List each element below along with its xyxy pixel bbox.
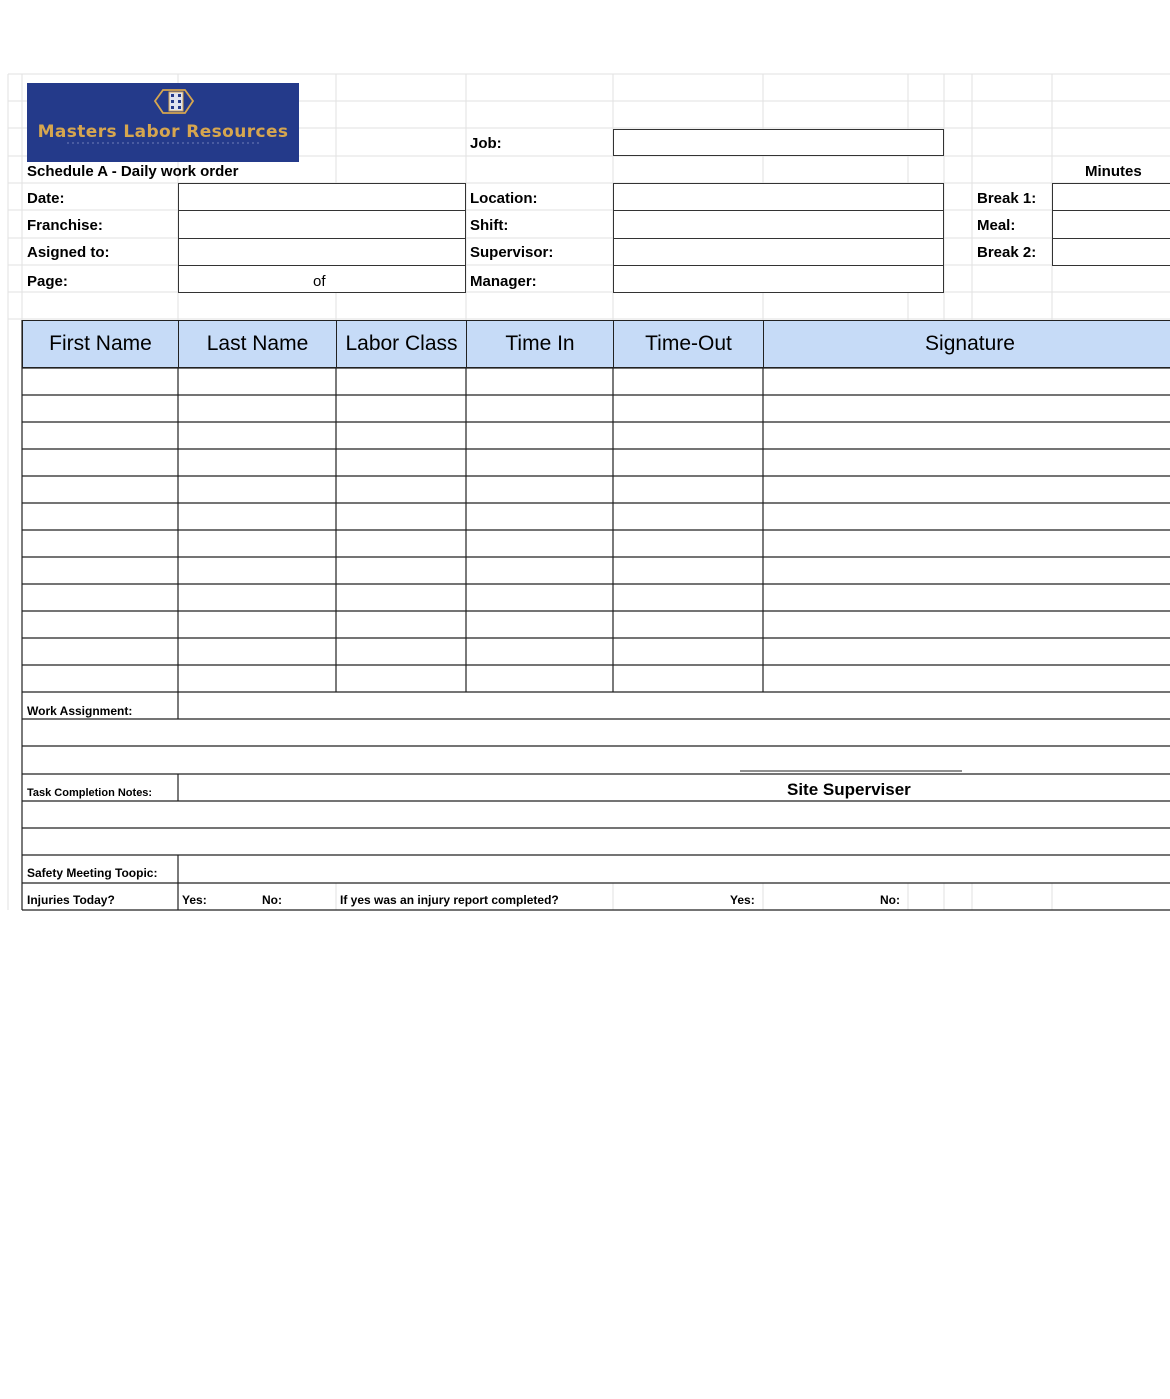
column-header-first-name: First Name xyxy=(22,320,179,368)
franchise-label: Franchise: xyxy=(27,217,103,234)
job-field[interactable] xyxy=(613,129,944,156)
minutes-label: Minutes xyxy=(1085,163,1142,180)
job-label: Job: xyxy=(470,135,502,152)
report-no-label: No: xyxy=(880,893,900,907)
logo-text: Masters Labor Resources xyxy=(37,122,289,142)
site-supervisor-label: Site Superviser xyxy=(787,780,911,799)
date-label: Date: xyxy=(27,190,65,207)
company-logo xyxy=(27,83,299,162)
column-header-signature: Signature xyxy=(763,320,1170,368)
work-assignment-label: Work Assignment: xyxy=(27,704,133,718)
column-header-time-in: Time In xyxy=(466,320,614,368)
franchise-field[interactable] xyxy=(178,210,466,239)
date-field[interactable] xyxy=(178,183,466,211)
manager-label: Manager: xyxy=(470,273,537,290)
manager-field[interactable] xyxy=(613,265,944,293)
page-label: Page: xyxy=(27,273,68,290)
shift-field[interactable] xyxy=(613,210,944,239)
assigned-field[interactable] xyxy=(178,238,466,266)
break1-field[interactable] xyxy=(1052,183,1170,211)
supervisor-field[interactable] xyxy=(613,238,944,266)
meal-label: Meal: xyxy=(977,217,1016,234)
injuries-label: Injuries Today? xyxy=(27,893,115,907)
safety-meeting-label: Safety Meeting Toopic: xyxy=(27,866,158,880)
break2-field[interactable] xyxy=(1052,238,1170,266)
break2-label: Break 2: xyxy=(977,244,1037,261)
column-header-labor-class: Labor Class xyxy=(336,320,467,368)
assigned-label: Asigned to: xyxy=(27,244,110,261)
column-header-last-name: Last Name xyxy=(178,320,337,368)
report-yes-label: Yes: xyxy=(730,893,755,907)
task-notes-label: Task Completion Notes: xyxy=(27,787,153,799)
shift-label: Shift: xyxy=(470,217,509,234)
supervisor-label: Supervisor: xyxy=(470,244,554,261)
injuries-no-label: No: xyxy=(262,893,282,907)
meal-field[interactable] xyxy=(1052,210,1170,239)
injuries-yes-label: Yes: xyxy=(182,893,207,907)
location-field[interactable] xyxy=(613,183,944,211)
column-header-time-out: Time-Out xyxy=(613,320,764,368)
form-title: Schedule A - Daily work order xyxy=(27,163,239,180)
break1-label: Break 1: xyxy=(977,190,1037,207)
location-label: Location: xyxy=(470,190,538,207)
injury-report-question: If yes was an injury report completed? xyxy=(340,893,559,907)
page-of-text: of xyxy=(313,273,326,290)
